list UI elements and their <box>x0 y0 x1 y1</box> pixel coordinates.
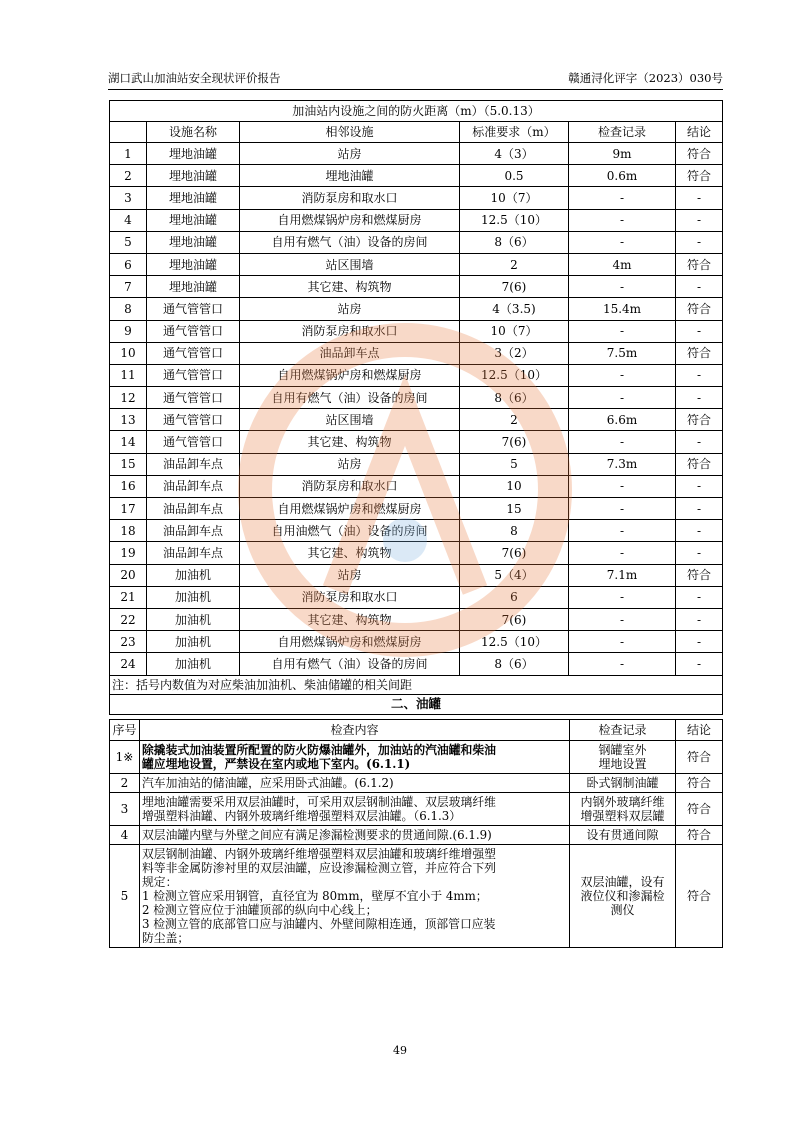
content-line: 料等非金属防渗衬里的双层油罐，应设渗漏检测立管，并应符合下列 <box>142 861 496 875</box>
standard-requirement: 7(6) <box>460 276 569 298</box>
conclusion: - <box>676 187 723 209</box>
row-number: 1 <box>110 143 147 165</box>
inspection-result: 符合 <box>676 845 723 948</box>
row-number: 19 <box>110 542 147 564</box>
item-number: 4 <box>110 826 140 845</box>
adjacent-facility: 消防泵房和取水口 <box>240 320 460 342</box>
header-cell-no: 序号 <box>110 720 140 741</box>
content-line: 埋地油罐需要采用双层油罐时，可采用双层钢制油罐、双层玻璃纤维 <box>142 795 496 809</box>
check-record: 15.4m <box>569 298 676 320</box>
content-line: 汽车加油站的储油罐，应采用卧式油罐。(6.1.2) <box>142 776 394 790</box>
adjacent-facility: 自用有燃气（油）设备的房间 <box>240 387 460 409</box>
content-line: 双层油罐内壁与外壁之间应有满足渗漏检测要求的贯通间隙.(6.1.9) <box>142 828 492 842</box>
header-cell-facility: 设施名称 <box>147 122 240 143</box>
inspection-row <box>110 845 723 948</box>
facility-name: 通气管管口 <box>147 387 240 409</box>
row-number: 12 <box>110 387 147 409</box>
facility-name: 油品卸车点 <box>147 475 240 497</box>
conclusion: - <box>676 320 723 342</box>
row-number: 6 <box>110 253 147 275</box>
table-row <box>110 542 723 564</box>
check-record: 0.6m <box>569 165 676 187</box>
inspection-content <box>140 741 570 774</box>
table-row <box>110 608 723 630</box>
facility-name: 埋地油罐 <box>147 143 240 165</box>
standard-requirement: 12.5（10） <box>460 209 569 231</box>
report-number: 赣通浔化评字（2023）030号 <box>568 71 723 85</box>
conclusion: - <box>676 542 723 564</box>
record-line: 增强塑料双层罐 <box>580 809 665 823</box>
page-header <box>108 70 723 88</box>
standard-requirement: 2 <box>460 409 569 431</box>
row-number: 21 <box>110 586 147 608</box>
facility-name: 加油机 <box>147 564 240 586</box>
conclusion: - <box>676 364 723 386</box>
adjacent-facility: 自用燃煤锅炉房和燃煤厨房 <box>240 364 460 386</box>
check-record: - <box>569 209 676 231</box>
table-row <box>110 276 723 298</box>
facility-name: 通气管管口 <box>147 298 240 320</box>
row-number: 23 <box>110 631 147 653</box>
standard-requirement: 8（6） <box>460 653 569 675</box>
standard-requirement: 7(6) <box>460 542 569 564</box>
conclusion: - <box>676 520 723 542</box>
header-cell-result: 结论 <box>676 122 723 143</box>
standard-requirement: 10（7） <box>460 187 569 209</box>
item-number: 3 <box>110 793 140 826</box>
page-number: 49 <box>393 1044 407 1057</box>
record-line: 钢罐室外 <box>598 743 647 757</box>
facility-name: 埋地油罐 <box>147 187 240 209</box>
facility-name: 埋地油罐 <box>147 231 240 253</box>
standard-requirement: 7(6) <box>460 431 569 453</box>
inspection-result: 符合 <box>676 793 723 826</box>
facility-name: 通气管管口 <box>147 409 240 431</box>
conclusion: 符合 <box>676 165 723 187</box>
inspection-content <box>140 826 570 845</box>
check-record: - <box>569 631 676 653</box>
inspection-row <box>110 774 723 793</box>
standard-requirement: 0.5 <box>460 165 569 187</box>
check-record: - <box>569 586 676 608</box>
content-line: 除撬装式加油装置所配置的防火防爆油罐外，加油站的汽油罐和柴油 <box>142 743 496 757</box>
inspection-record <box>570 793 676 826</box>
check-record: - <box>569 542 676 564</box>
row-number: 13 <box>110 409 147 431</box>
check-record: - <box>569 364 676 386</box>
row-number: 16 <box>110 475 147 497</box>
check-record: - <box>569 431 676 453</box>
inspection-record <box>570 741 676 774</box>
standard-requirement: 8 <box>460 520 569 542</box>
standard-requirement: 12.5（10） <box>460 631 569 653</box>
table-row <box>110 187 723 209</box>
check-record: - <box>569 475 676 497</box>
row-number: 15 <box>110 453 147 475</box>
inspection-result: 符合 <box>676 826 723 845</box>
standard-requirement: 6 <box>460 586 569 608</box>
facility-name: 加油机 <box>147 586 240 608</box>
standard-requirement: 8（6） <box>460 231 569 253</box>
conclusion: - <box>676 653 723 675</box>
table-row <box>110 586 723 608</box>
row-number: 2 <box>110 165 147 187</box>
row-number: 18 <box>110 520 147 542</box>
conclusion: - <box>676 608 723 630</box>
table-row <box>110 409 723 431</box>
check-record: 7.5m <box>569 342 676 364</box>
adjacent-facility: 站区围墙 <box>240 253 460 275</box>
row-number: 5 <box>110 231 147 253</box>
check-record: - <box>569 387 676 409</box>
item-number: 5 <box>110 845 140 948</box>
content-line: 防尘盖； <box>142 931 190 945</box>
standard-requirement: 7(6) <box>460 608 569 630</box>
table-row <box>110 253 723 275</box>
check-record: - <box>569 187 676 209</box>
conclusion: 符合 <box>676 298 723 320</box>
adjacent-facility: 消防泵房和取水口 <box>240 586 460 608</box>
standard-requirement: 3（2） <box>460 342 569 364</box>
facility-name: 加油机 <box>147 631 240 653</box>
facility-name: 油品卸车点 <box>147 498 240 520</box>
standard-requirement: 15 <box>460 498 569 520</box>
table-row <box>110 498 723 520</box>
adjacent-facility: 站房 <box>240 564 460 586</box>
table-row <box>110 564 723 586</box>
adjacent-facility: 消防泵房和取水口 <box>240 475 460 497</box>
standard-requirement: 2 <box>460 253 569 275</box>
content-line: 增强塑料油罐、内钢外玻璃纤维增强塑料双层油罐。（6.1.3） <box>142 809 462 823</box>
check-record: - <box>569 276 676 298</box>
adjacent-facility: 消防泵房和取水口 <box>240 187 460 209</box>
inspection-result: 符合 <box>676 774 723 793</box>
table-header-row <box>110 122 723 143</box>
adjacent-facility: 埋地油罐 <box>240 165 460 187</box>
adjacent-facility: 其它建、构筑物 <box>240 276 460 298</box>
facility-name: 加油机 <box>147 653 240 675</box>
inspection-record <box>570 845 676 948</box>
table-note: 注：括号内数值为对应柴油加油机、柴油储罐的相关间距 <box>110 675 723 694</box>
facility-name: 通气管管口 <box>147 364 240 386</box>
conclusion: - <box>676 431 723 453</box>
table-row <box>110 342 723 364</box>
standard-requirement: 12.5（10） <box>460 364 569 386</box>
check-record: 7.3m <box>569 453 676 475</box>
facility-name: 加油机 <box>147 608 240 630</box>
table-row <box>110 231 723 253</box>
check-record: - <box>569 520 676 542</box>
content-line: 2 检测立管应位于油罐顶部的纵向中心线上； <box>142 903 378 917</box>
adjacent-facility: 自用油燃气（油）设备的房间 <box>240 520 460 542</box>
adjacent-facility: 自用燃煤锅炉房和燃煤厨房 <box>240 631 460 653</box>
conclusion: - <box>676 276 723 298</box>
adjacent-facility: 其它建、构筑物 <box>240 431 460 453</box>
content-line: 1 检测立管应采用钢管，直径宜为 80mm，壁厚不宜小于 4mm； <box>142 889 488 903</box>
header-cell-standard: 标准要求（m） <box>460 122 569 143</box>
conclusion: - <box>676 475 723 497</box>
table-row <box>110 431 723 453</box>
row-number: 8 <box>110 298 147 320</box>
header-cell-blank <box>110 122 147 143</box>
row-number: 22 <box>110 608 147 630</box>
check-record: - <box>569 653 676 675</box>
inspection-content <box>140 845 570 948</box>
check-record: - <box>569 608 676 630</box>
conclusion: 符合 <box>676 342 723 364</box>
item-number: 2 <box>110 774 140 793</box>
facility-name: 埋地油罐 <box>147 276 240 298</box>
facility-name: 通气管管口 <box>147 342 240 364</box>
table-row <box>110 475 723 497</box>
content-line: 规定： <box>142 875 178 889</box>
row-number: 17 <box>110 498 147 520</box>
inspection-content <box>140 774 570 793</box>
adjacent-facility: 站区围墙 <box>240 409 460 431</box>
facility-name: 通气管管口 <box>147 431 240 453</box>
conclusion: 符合 <box>676 453 723 475</box>
table-row <box>110 298 723 320</box>
report-title: 湖口武山加油站安全现状评价报告 <box>108 71 281 85</box>
standard-requirement: 5 <box>460 453 569 475</box>
table-title: 加油站内设施之间的防火距离（m）（5.0.13） <box>110 101 723 122</box>
conclusion: - <box>676 586 723 608</box>
content-line: 3 检测立管的底部管口应与油罐内、外壁间隙相连通，顶部管口应装 <box>142 917 496 931</box>
check-record: - <box>569 231 676 253</box>
row-number: 4 <box>110 209 147 231</box>
table-row <box>110 653 723 675</box>
record-line: 卧式钢制油罐 <box>586 776 659 790</box>
standard-requirement: 4（3.5) <box>460 298 569 320</box>
header-cell-content: 检查内容 <box>140 720 570 741</box>
adjacent-facility: 其它建、构筑物 <box>240 608 460 630</box>
check-record: 9m <box>569 143 676 165</box>
adjacent-facility: 自用有燃气（油）设备的房间 <box>240 653 460 675</box>
standard-requirement: 10 <box>460 475 569 497</box>
table-row <box>110 209 723 231</box>
record-line: 双层油罐，设有 <box>580 875 665 889</box>
conclusion: 符合 <box>676 564 723 586</box>
header-cell-record: 检查记录 <box>569 122 676 143</box>
conclusion: - <box>676 631 723 653</box>
standard-requirement: 8（6） <box>460 387 569 409</box>
adjacent-facility: 自用燃煤锅炉房和燃煤厨房 <box>240 498 460 520</box>
table-row <box>110 387 723 409</box>
header-cell-result: 结论 <box>676 720 723 741</box>
record-line: 内钢外玻璃纤维 <box>580 795 665 809</box>
check-record: 7.1m <box>569 564 676 586</box>
row-number: 7 <box>110 276 147 298</box>
check-record: - <box>569 320 676 342</box>
row-number: 14 <box>110 431 147 453</box>
header-cell-record: 检查记录 <box>570 720 676 741</box>
content-line: 罐应埋地设置，严禁设在室内或地下室内。(6.1.1) <box>142 757 411 771</box>
table-row <box>110 631 723 653</box>
facility-name: 埋地油罐 <box>147 253 240 275</box>
record-line: 测仪 <box>610 903 635 917</box>
standard-requirement: 5（4） <box>460 564 569 586</box>
facility-name: 油品卸车点 <box>147 520 240 542</box>
item-number: 1※ <box>110 741 140 774</box>
conclusion: - <box>676 209 723 231</box>
table-row <box>110 364 723 386</box>
adjacent-facility: 站房 <box>240 453 460 475</box>
inspection-row <box>110 793 723 826</box>
header-cell-adjacent: 相邻设施 <box>240 122 460 143</box>
facility-name: 油品卸车点 <box>147 542 240 564</box>
adjacent-facility: 站房 <box>240 298 460 320</box>
conclusion: 符合 <box>676 409 723 431</box>
section-heading: 二、油罐 <box>110 694 723 714</box>
row-number: 9 <box>110 320 147 342</box>
facility-name: 油品卸车点 <box>147 453 240 475</box>
oil-tank-inspection-table <box>109 719 723 948</box>
table-row <box>110 165 723 187</box>
adjacent-facility: 油品卸车点 <box>240 342 460 364</box>
facility-name: 通气管管口 <box>147 320 240 342</box>
conclusion: 符合 <box>676 253 723 275</box>
row-number: 3 <box>110 187 147 209</box>
table-row <box>110 453 723 475</box>
inspection-row <box>110 741 723 774</box>
fire-distance-table <box>109 100 723 715</box>
adjacent-facility: 站房 <box>240 143 460 165</box>
conclusion: - <box>676 498 723 520</box>
table-row <box>110 520 723 542</box>
inspection-record <box>570 826 676 845</box>
row-number: 11 <box>110 364 147 386</box>
check-record: 6.6m <box>569 409 676 431</box>
adjacent-facility: 其它建、构筑物 <box>240 542 460 564</box>
adjacent-facility: 自用有燃气（油）设备的房间 <box>240 231 460 253</box>
conclusion: 符合 <box>676 143 723 165</box>
record-line: 设有贯通间隙 <box>586 828 659 842</box>
record-line: 液位仪和渗漏检 <box>580 889 665 903</box>
conclusion: - <box>676 387 723 409</box>
conclusion: - <box>676 231 723 253</box>
table-row <box>110 143 723 165</box>
standard-requirement: 4（3） <box>460 143 569 165</box>
inspection-result: 符合 <box>676 741 723 774</box>
row-number: 20 <box>110 564 147 586</box>
check-record: - <box>569 498 676 520</box>
table-row <box>110 320 723 342</box>
standard-requirement: 10（7） <box>460 320 569 342</box>
check-record: 4m <box>569 253 676 275</box>
record-line: 埋地设置 <box>598 757 647 771</box>
adjacent-facility: 自用燃煤锅炉房和燃煤厨房 <box>240 209 460 231</box>
row-number: 10 <box>110 342 147 364</box>
content-line: 双层钢制油罐、内钢外玻璃纤维增强塑料双层油罐和玻璃纤维增强塑 <box>142 847 496 861</box>
table2-header-row <box>110 720 723 741</box>
inspection-row <box>110 826 723 845</box>
inspection-content <box>140 793 570 826</box>
row-number: 24 <box>110 653 147 675</box>
inspection-record <box>570 774 676 793</box>
header-divider <box>108 89 723 90</box>
facility-name: 埋地油罐 <box>147 165 240 187</box>
facility-name: 埋地油罐 <box>147 209 240 231</box>
